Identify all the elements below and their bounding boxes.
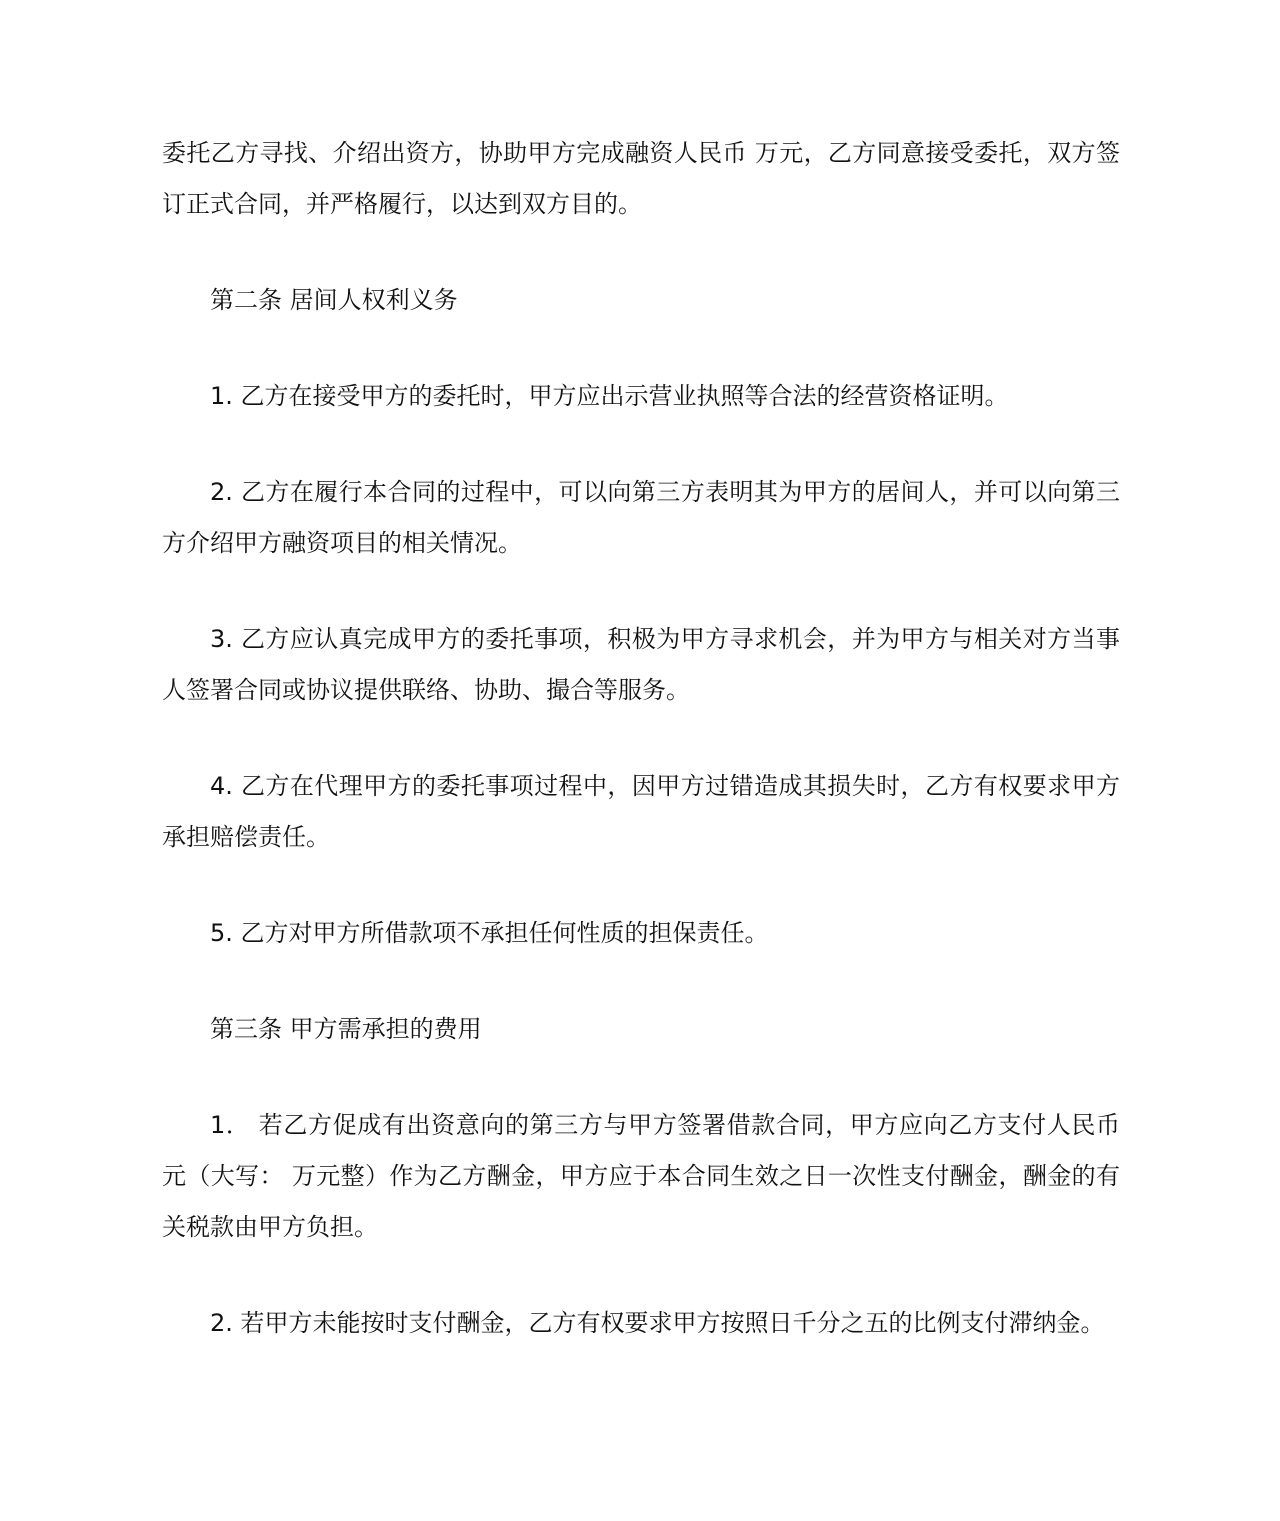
clause-2-5: 5. 乙方对甲方所借款项不承担任何性质的担保责任。	[210, 919, 769, 947]
clause-2-2: 2. 乙方在履行本合同的过程中，可以向第三方表明其为甲方的居间人，并可以向第三方介绍甲方融资项目的相关情况。	[162, 478, 1120, 557]
clause-3-1: 1． 若乙方促成有出资意向的第三方与甲方签署借款合同，甲方应向乙方支付人民币 元（大写： 万元整）作为乙方酬金，甲方应于本合同生效之日一次性支付酬金，酬金的有关税款由甲方负担。	[162, 1111, 1120, 1241]
section-heading-article-3: 第三条 甲方需承担的费用	[210, 1015, 482, 1043]
clause-2-4: 4. 乙方在代理甲方的委托事项过程中，因甲方过错造成其损失时，乙方有权要求甲方承担赔偿责任。	[162, 772, 1120, 851]
paragraph-spacer	[162, 326, 1120, 371]
section-heading-article-2: 第二条 居间人权利义务	[210, 286, 458, 314]
paragraph-spacer	[162, 716, 1120, 761]
paragraph-spacer	[162, 569, 1120, 614]
clause-2-1: 1. 乙方在接受甲方的委托时，甲方应出示营业执照等合法的经营资格证明。	[210, 382, 1009, 410]
paragraph-intro: 委托乙方寻找、介绍出资方，协助甲方完成融资人民币 万元，乙方同意接受委托，双方签订正式合同，并严格履行，以达到双方目的。	[162, 139, 1120, 218]
clause-2-3: 3. 乙方应认真完成甲方的委托事项，积极为甲方寻求机会，并为甲方与相关对方当事人签署合同或协议提供联络、协助、撮合等服务。	[162, 625, 1120, 704]
paragraph-spacer	[162, 230, 1120, 275]
paragraph-spacer	[162, 959, 1120, 1004]
paragraph-spacer	[162, 1253, 1120, 1298]
clause-3-2: 2. 若甲方未能按时支付酬金，乙方有权要求甲方按照日千分之五的比例支付滞纳金。	[210, 1309, 1105, 1337]
document-page	[162, 128, 1120, 1349]
paragraph-spacer	[162, 422, 1120, 467]
paragraph-spacer	[162, 863, 1120, 908]
paragraph-spacer	[162, 1055, 1120, 1100]
